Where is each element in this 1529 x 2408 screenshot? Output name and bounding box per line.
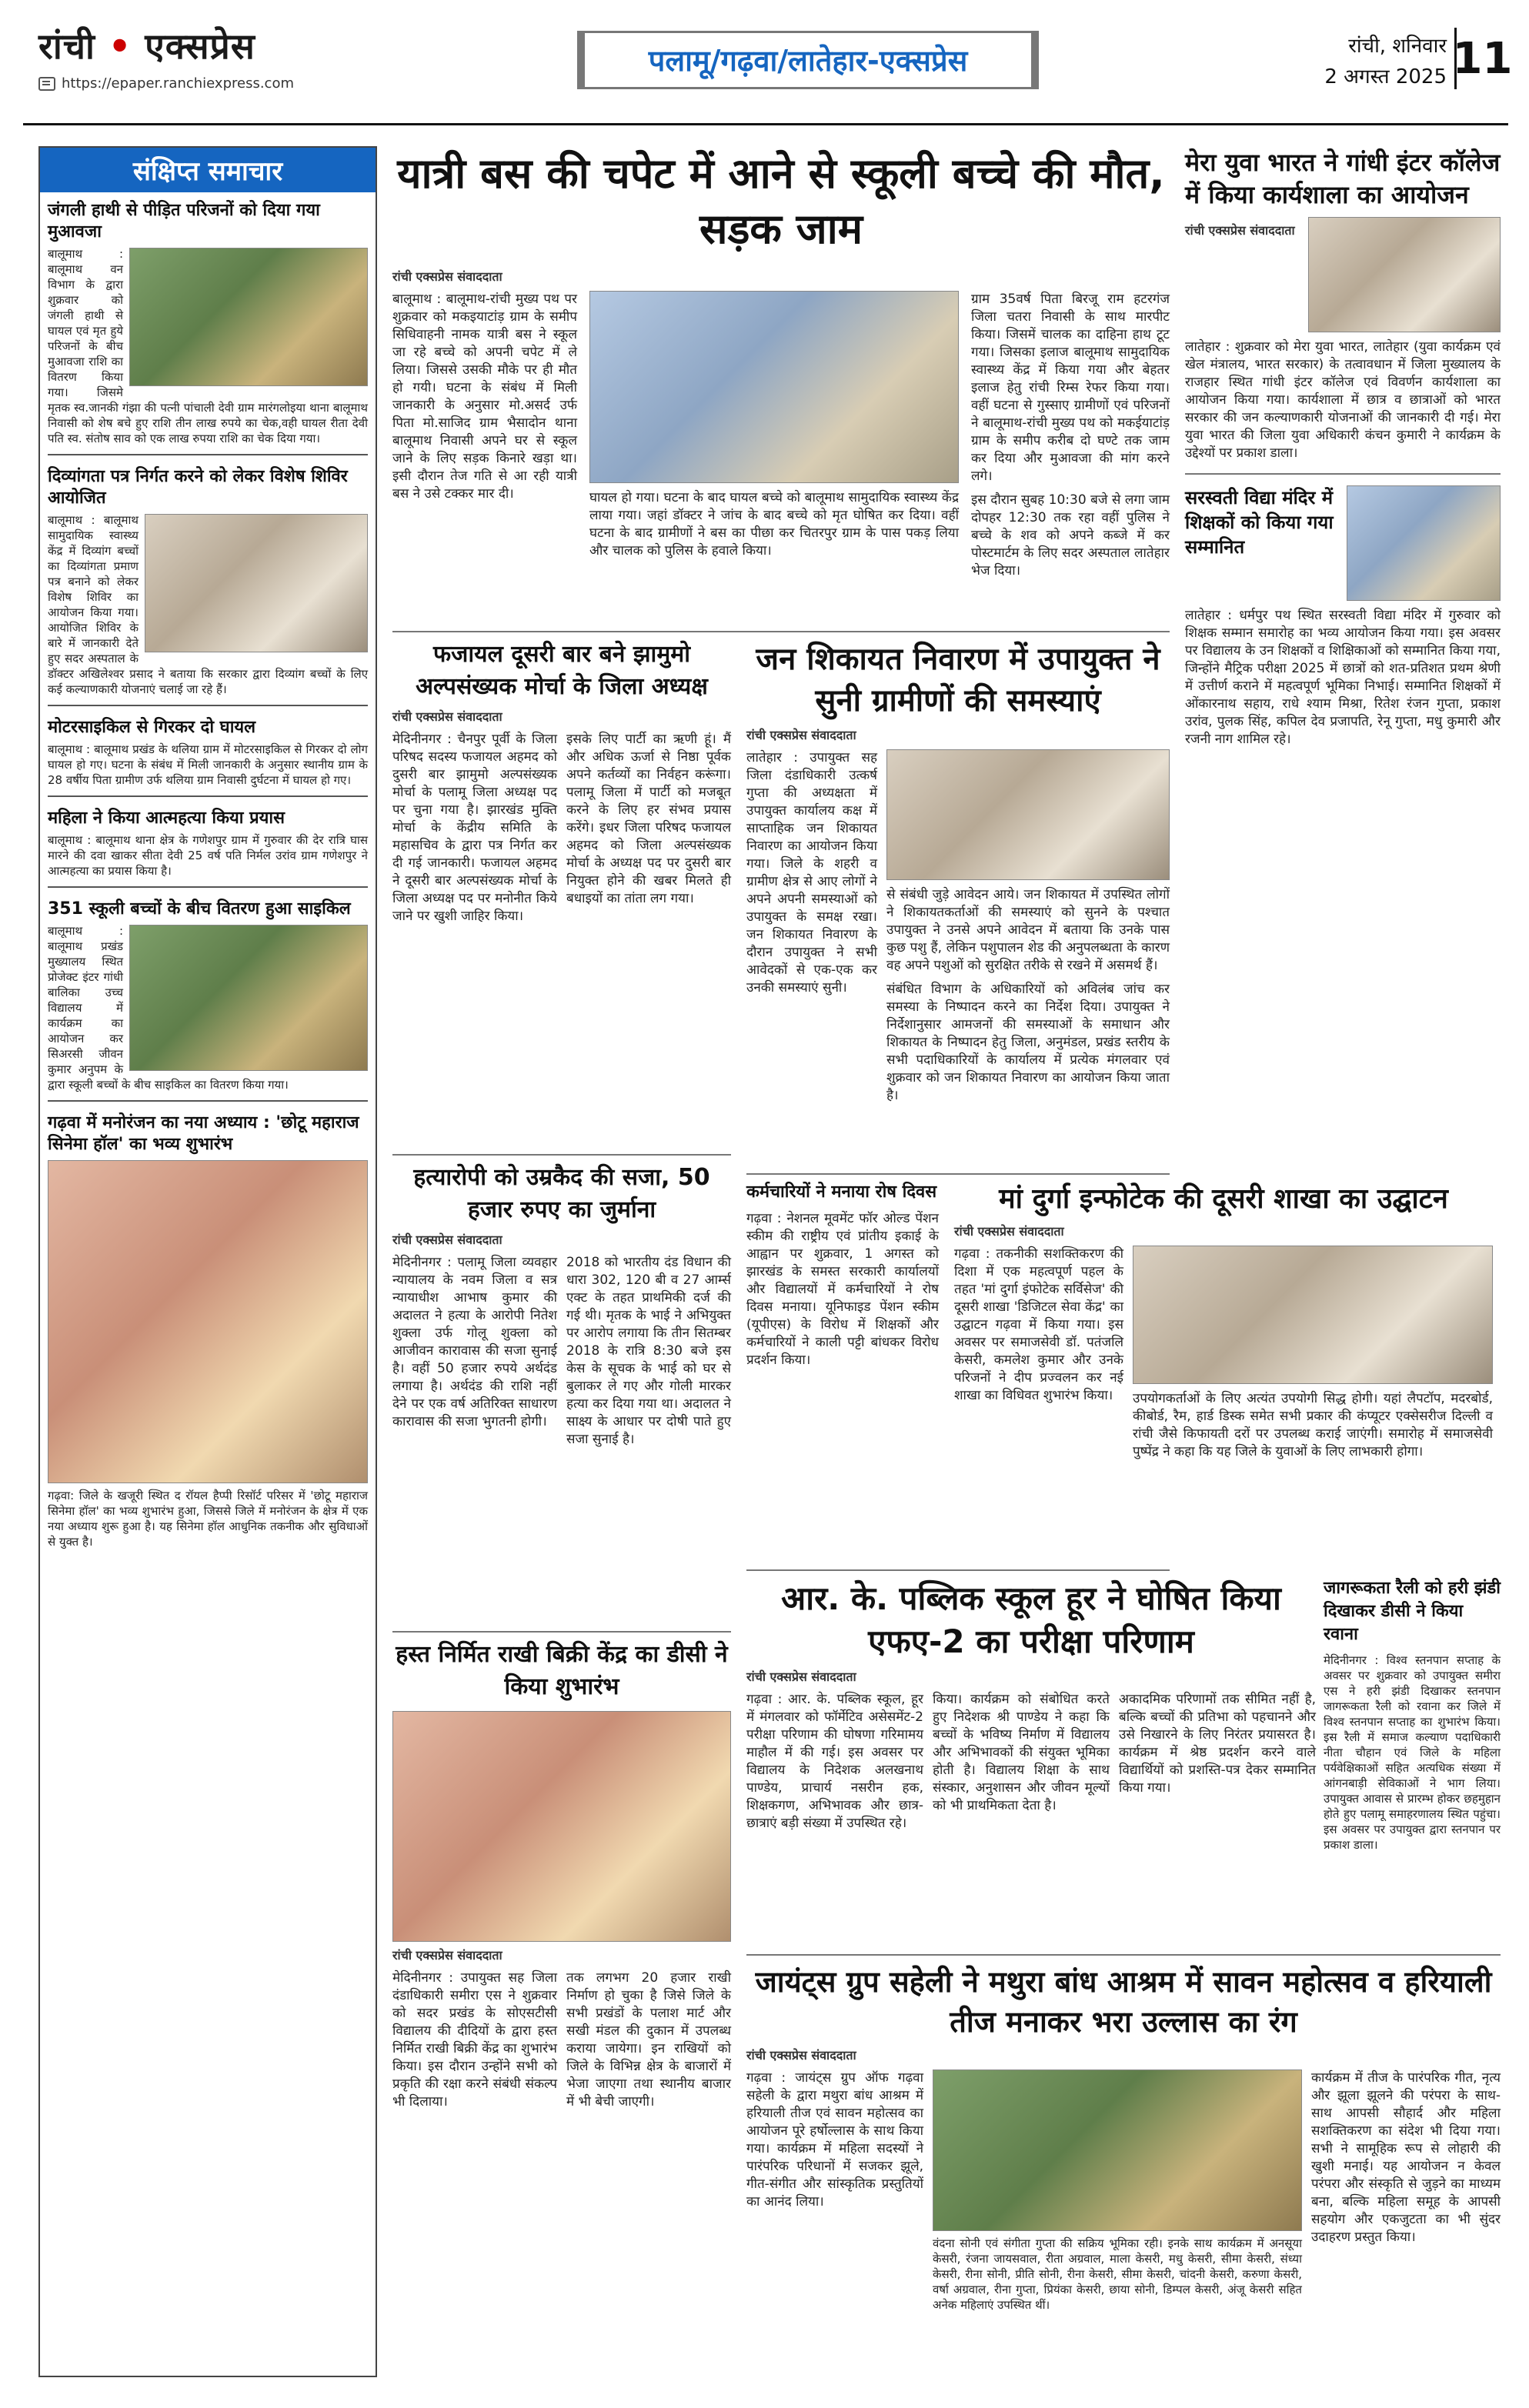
lead-col-4: इस दौरान सुबह 10:30 बजे से लगा जाम दोपहर 12:30 तक रहा वहीं पुलिस ने बच्चे के शव को अपने कब्जे में कर पोस्टमार्टम के लिए सदर अस्पताल लातेहार भेज दिया।	[971, 492, 1170, 579]
article-headline: हत्यारोपी को उम्रकैद की सजा, 50 हजार रुपए का जुर्माना	[413, 1164, 710, 1223]
brief-photo	[129, 925, 368, 1071]
lead-photo	[589, 291, 959, 483]
article-col-1: लातेहार : उपायुक्त सह जिला दंडाधिकारी उत्कर्ष गुप्ता की अध्यक्षता में उपायुक्त कार्यालय कक्ष में साप्ताहिक जन शिकायत निवारण का आयोजन किया गया। जिले के शहरी व ग्रामीण क्षेत्र से आए लोगों ने अपने अपनी समस्याओं को उपायुक्त के समक्ष रखा। जन शिकायत निवारण के दौरान उपायुक्त ने सभी आवेदकों से एक-एक कर उनकी समस्याएं सुनी।	[746, 750, 877, 996]
article-byline: रांची एक्सप्रेस संवाददाता	[392, 1948, 502, 1963]
masthead-rule	[23, 123, 1508, 125]
article-col-2: उपयोगकर्ताओं के लिए अत्यंत उपयोगी सिद्ध होगी। यहां लैपटॉप, मदरबोर्ड, कीबोर्ड, रैम, हार्ड डिस्क समेत सभी प्रकार की कंप्यूटर एक्सेसरीज दिल्ली व रांची जैसे किफायती दरों पर उपलब्ध कराई जाएंगी। समारोह में समाजसेवी पुष्पेंद्र ने कहा कि यह जिले के युवाओं के लिए लाभकारी होगा।	[1133, 1391, 1493, 1459]
article-headline: जागरूकता रैली को हरी झंडी दिखाकर डीसी ने किया रवाना	[1324, 1579, 1501, 1644]
article-body: लातेहार : शुक्रवार को मेरा युवा भारत, लातेहार (युवा कार्यक्रम एवं खेल मंत्रालय, भारत सरकार) के तत्वावधान में जिला मुख्यालय के राजहार स्थित गांधी इंटर कॉलेज एवं विवर्णन कार्यशाला का आयोजन किया गया। कार्यशाला में छात्र व छात्राओं को भारत सरकार की जन कल्याणकारी योजनाओं की जानकारी दी गई। मेरा युवा भारत की जिला युवा अधिकारी कंचन कुमारी ने कार्यक्रम के उद्देश्यों पर प्रकाश डाला।	[1185, 339, 1501, 461]
place-day: रांची, शनिवार	[1348, 35, 1447, 58]
article-body: लातेहार : धर्मपुर पथ स्थित सरस्वती विद्या मंदिर में गुरुवार को शिक्षक सम्मान समारोह का भव्य आयोजन किया गया। इस अवसर पर विद्यालय के उन शिक्षकों व शिक्षिकाओं को सम्मानित किया गया, जिन्होंने मैट्रिक परीक्षा 2025 में छात्रों को शत-प्रतिशत प्रथम श्रेणी में उत्तीर्ण कराने में महत्वपूर्ण भूमिका निभाई। सम्मानित शिक्षकों में ओंकारनाथ सहाय, राधे श्याम मिश्रा, रितेश रंजन गुप्ता, प्रकाश उरांव, पुलक सिंह, कपिल देव प्रजापति, रेनू गुप्ता, मधु कुमारी और रजनी नाग शामिल रहे।	[1185, 608, 1501, 747]
article-col-3: अकादमिक परिणामों तक सीमित नहीं है, बल्कि बच्चों की प्रतिभा को पहचानने और उसे निखारने के लिए निरंतर प्रयासरत है। कार्यक्रम में श्रेष्ठ प्रदर्शन करने वाले विद्यार्थियों को प्रशस्ति-पत्र देकर सम्मानित किया गया।	[1119, 1692, 1316, 1796]
article-byline: रांची एक्सप्रेस संवाददाता	[746, 2048, 856, 2063]
article-rally	[1324, 1577, 1501, 1853]
article-byline: रांची एक्सप्रेस संवाददाता	[392, 1232, 502, 1247]
article-rakhi	[392, 1639, 731, 2111]
brief-item	[48, 200, 368, 455]
article-headline: सरस्वती विद्या मंदिर में शिक्षकों को किया गया सम्मानित	[1185, 487, 1334, 558]
brief-text: बालूमाथ : बालूमाथ थाना क्षेत्र के गणेशपुर ग्राम में गुरुवार की देर रात्रि घास मारने की दवा खाकर सीता देवी 25 वर्ष पति निर्मल उरांव ग्राम गणेशपुर ने आत्महत्या का प्रयास किया है।	[48, 833, 368, 878]
brand-suffix: एक्सप्रेस	[145, 25, 255, 67]
article-headline: हस्त निर्मित राखी बिक्री केंद्र का डीसी ने किया शुभारंभ	[396, 1641, 728, 1700]
brief-headline: महिला ने किया आत्महत्या किया प्रयास	[48, 809, 285, 828]
article-col-1: गढ़वा : तकनीकी सशक्तिकरण की दिशा में एक महत्वपूर्ण पहल के तहत 'मां दुर्गा इंफोटेक सर्विसेज' की दूसरी शाखा 'डिजिटल सेवा केंद्र' का उद्घाटन गढ़वा में किया गया। इस अवसर पर समाजसेवी डॉ. पतंजलि केसरी, कमलेश कुमार और उनके परिजनों ने दीप प्रज्वलन कर नई शाखा का विधिवत शुभारंभ किया।	[954, 1246, 1123, 1403]
article-col-2: किया। कार्यक्रम को संबोधित करते हुए निदेशक श्री पाण्डेय ने कहा कि बच्चों के भविष्य निर्माण में विद्यालय और अभिभावकों की संयुक्त भूमिका होती है। विद्यालय शिक्षा के साथ संस्कार, अनुशासन और जीवन मूल्यों को भी प्राथमिकता देता है।	[933, 1692, 1110, 1813]
article-body: मेदिनीनगर : विश्व स्तनपान सप्ताह के अवसर पर शुक्रवार को उपायुक्त समीरा एस ने हरी झंडी दिखाकर स्तनपान जागरूकता रैली को रवाना कर जिले में विश्व स्तनपान सप्ताह का शुभारंभ किया। इस रैली में समाज कल्याण पदाधिकारी नीता चौहान एवं जिले के महिला पर्यवेक्षिकाओं सहित अत्यधिक संख्या में आंगनबाड़ी सेविकाओं ने भाग लिया। उपायुक्त आवास से प्रारम्भ होकर छहमुहान होते हुए पलामू समाहरणालय स्थित पहुंचा। इस अवसर पर उपायुक्त द्वारा स्तनपान पर प्रकाश डाला।	[1324, 1653, 1501, 1852]
brief-headline: गढ़वा में मनोरंजन का नया अध्याय : 'छोटू महाराज सिनेमा हॉल' का भव्य शुभारंभ	[48, 1113, 359, 1154]
brief-photo	[145, 514, 368, 652]
article-durga-infotech	[954, 1181, 1493, 1461]
lead-byline: रांची एक्सप्रेस संवाददाता	[392, 269, 502, 284]
article-col-2: तक लगभग 20 हजार राखी निर्माण हो चुका है जिसे जिले के सभी प्रखंडों के पलाश मार्ट और सखी मंडल की दुकान में उपलब्ध कराया जायेगा। इन राखियों को जिले के विभिन्न क्षेत्र के बाजारों में भेजा जाएगा तथा स्थानीय बाजार में भी बेची जाएगी।	[566, 1970, 731, 2110]
masthead	[23, 14, 1513, 98]
brief-text: बालूमाथ : बालूमाथ सामुदायिक स्वास्थ्य केंद्र में दिव्यांग बच्चों का दिव्यांगता प्रमाण पत्र बनाने को लेकर विशेष शिविर का आयोजन किया गया। आयोजित शिविर के बारे में जानकारी देते हुए सदर अस्पताल के डॉक्टर अखिलेश्वर प्रसाद ने बताया कि सरकार द्वारा दिव्यांग बच्चों के लिए कई कल्याणकारी योजनाएं चलाई जा रहे हैं।	[48, 513, 368, 696]
article-col-2: कार्यक्रम में तीज के पारंपरिक गीत, नृत्य और झूला झूलने की परंपरा के साथ-साथ आपसी सौहार्द और महिला सशक्तिकरण का संदेश भी दिया गया। सभी ने सामूहिक रूप से लोहारी की खुशी मनाई। यह आयोजन न केवल परंपरा और संस्कृति से जुड़ने का माध्यम बना, बल्कि महिला समूह के आपसी सहयोग और एकजुटता का भी सुंदर उदाहरण प्रस्तुत किया।	[1311, 2070, 1501, 2245]
article-headline: मेरा युवा भारत ने गांधी इंटर कॉलेज में किया कार्यशाला का आयोजन	[1185, 148, 1501, 209]
article-grievance	[746, 639, 1170, 1105]
brief-header: संक्षिप्त समाचार	[40, 148, 376, 192]
lead-col-1: बालूमाथ : बालूमाथ-रांची मुख्य पथ पर शुक्रवार को मकइयाटांड़ ग्राम के समीप सिधिवाहनी नामक यात्री बस ने स्कूल जा रहे बच्चे को अपनी चपेट में ले लिया। जिससे उसकी मौके पर ही मौत हो गयी। घटना के संबंध में मिली जानकारी के अनुसार मो.असर्द उर्फ पिता मो.साजिद ग्राम भैसादोन थाना बालूमाथ निवासी अपने घर से स्कूल जाने के लिए सड़क किनारे खड़ा था। इसी दौरान तेज गति से आ रही यात्री बस ने उसे टक्कर मार दी।	[392, 292, 577, 502]
brief-item	[48, 1112, 368, 1549]
divider	[48, 454, 368, 455]
issue-date: 2 अगस्त 2025	[1324, 65, 1447, 88]
lead-story	[392, 146, 1170, 580]
brief-photo	[129, 248, 368, 386]
article-rk-school	[746, 1577, 1316, 1833]
divider	[746, 1569, 1170, 1571]
brief-item	[48, 717, 368, 797]
brief-text: गढ़वा: जिले के खजूरी स्थित द रॉयल हैप्पी रिसॉर्ट परिसर में 'छोटू महाराज सिनेमा हॉल' का भव्य शुभारंभ हुआ, जिससे जिले में मनोरंजन के क्षेत्र में एक नया अध्याय शुरू हुआ है। यह सिनेमा हॉल आधुनिक तकनीक और सुविधाओं से युक्त है।	[48, 1489, 368, 1549]
divider	[746, 1173, 1170, 1175]
article-col-1: मेदिनीनगर : चैनपुर पूर्वी के जिला परिषद सदस्य फजायल अहमद को दुसरी बार झामुमो अल्पसंख्यक मोर्चा के पलामू जिला अध्यक्ष पद पर चुना गया है। झारखंड मुक्ति मोर्चा के केंद्रीय समिति के महासचिव के द्वारा पत्र निर्गत कर दी गई जानकारी। फजायल अहमद ने दूसरी बार अल्पसंख्यक मोर्चा के जिला अध्यक्ष पद पर मनोनीत किये जाने पर खुशी जाहिर किया।	[392, 732, 557, 924]
article-col-2: 2018 को भारतीय दंड विधान की धारा 302, 120 बी व 27 आर्म्स एक्ट के तहत प्राथमिकी दर्ज की गई थी। मृतक के भाई ने अभियुक्त पर आरोप लगाया कि तीन सितम्बर 2018 के रात्रि 8:30 बजे इस केस के सूचक के भाई को घर से बुलाकर ले गए और गोली मारकर हत्या कर दिया गया था। अदालत ने साक्ष्य के आधार पर दोषी पाते हुए सजा सुनाई है।	[566, 1255, 731, 1447]
brand-logo	[38, 22, 255, 69]
photo-caption: वंदना सोनी एवं संगीता गुप्ता की सक्रिय भूमिका रही। इनके साथ कार्यक्रम में अनसूया केसरी, रंजना जायसवाल, रीता अग्रवाल, माला केसरी, मधु केसरी, सीमा केसरी, संध्या केसरी, रीना सोनी, प्रीति सोनी, रीना केसरी, सीमा केसरी, चांदनी केसरी, करुणा केसरी, वर्षा अग्रवाल, रीना गुप्ता, प्रियंका केसरी, छाया सोनी, डिम्पल केसरी, अंजू केसरी सहित अनेक महिलाएं उपस्थित थीं।	[933, 2236, 1302, 2312]
epaper-url[interactable]: https://epaper.ranchiexpress.com	[62, 75, 295, 92]
right-column	[1185, 146, 1501, 749]
article-photo	[886, 749, 1170, 880]
brief-headline: 351 स्कूली बच्चों के बीच वितरण हुआ साइकिल	[48, 899, 351, 919]
article-photo	[1133, 1246, 1493, 1384]
article-headline: आर. के. पब्लिक स्कूल हूर ने घोषित किया एफए-2 का परीक्षा परिणाम	[781, 1579, 1281, 1660]
divider	[48, 795, 368, 797]
brief-headline: मोटरसाइकिल से गिरकर दो घायल	[48, 718, 256, 737]
lead-body	[392, 291, 1170, 580]
brief-item	[48, 466, 368, 706]
brief-text: बालूमाथ : बालूमाथ प्रखंड के थलिया ग्राम में मोटरसाइकिल से गिरकर दो लोग घायल हो गए। घटना के संबंध में मिली जानकारी के अनुसार स्थानीय ग्राम के 28 वर्षीय पिता ग्रामीण उर्फ थलिया ग्राम निवासी दुर्घटना में घायल हो गए।	[48, 742, 368, 787]
lead-headline: यात्री बस की चपेट में आने से स्कूली बच्चे की मौत, सड़क जाम	[397, 149, 1165, 253]
article-col-2: इसके लिए पार्टी का ऋणी हूं। मैं और अधिक ऊर्जा से निष्ठा पूर्वक अपने कर्तव्यों का निर्वहन करूंगा। पलामू जिला में पार्टी को मजबूत करने के लिए हर संभव प्रयास करेंगे। इधर जिला परिषद फजायल अहमद को जिला अल्पसंख्यक मोर्चा के अध्यक्ष पद पर दुसरी बार नियुक्त होने की खबर मिलते ही बधाइयों का तांता लग गया।	[566, 732, 731, 906]
article-byline: रांची एक्सप्रेस संवाददाता	[954, 1224, 1064, 1239]
lead-col-2: घायल हो गया। घटना के बाद घायल बच्चे को बालूमाथ सामुदायिक स्वास्थ्य केंद्र लाया गया। जहां डॉक्टर ने जांच के बाद बच्चे को मृत घोषित कर दिया। वहीं घटना के बाद ग्रामीणों ने बस का पीछा कर चितरपुर ग्राम के पास पकड़ लिया और चालक को पुलिस के हवाले किया।	[589, 490, 959, 559]
brief-headline: जंगली हाथी से पीड़ित परिजनों को दिया गया मुआवजा	[48, 201, 320, 242]
brief-news-column	[38, 146, 377, 2377]
divider	[392, 631, 1170, 632]
divider	[392, 1631, 731, 1633]
lead-col-3: ग्राम 35वर्ष पिता बिरजू राम हटरगंज जिला चतरा निवासी के साथ मारपीट किया। जिसमें चालक का दाहिना हाथ टूट गया। जिसका इलाज बालूमाथ सामुदायिक स्वास्थ्य केंद्र में किया गया और बेहतर इलाज हेतु रांची रिम्स रेफर किया गया। वहीं घटना से गुस्साए ग्रामीणों एवं परिजनों ने बालूमाथ-रांची मुख्य पथ को मकईयाटांड़ ग्राम के समीप करीब दो घण्टे तक जाम कर दिया और मुआवजा की मांग करने लगे।	[971, 292, 1170, 484]
brand-prefix: रांची	[38, 25, 95, 67]
browser-icon	[38, 77, 55, 91]
article-col-1: मेदिनीनगर : पलामू जिला व्यवहार न्यायालय के नवम जिला व सत्र न्यायाधीश आभाष कुमार की अदालत ने हत्या के आरोपी नितेश शुक्ला उर्फ गोलू शुक्ला को आजीवन कारावास की सजा सुनाई है। वहीं 50 हजार रुपये अर्थदंड लगाया है। अर्थदंड की राशि नहीं देने पर एक वर्ष अतिरिक्त साधारण कारावास की सजा भुगतनी होगी।	[392, 1255, 557, 1429]
article-col-1: गढ़वा : जायंट्स ग्रुप ऑफ गढ़वा सहेली के द्वारा मथुरा बांध आश्रम में हरियाली तीज एवं सावन महोत्सव का आयोजन पूरे हर्षोल्लास के साथ किया गया। कार्यक्रम में महिला सदस्यों ने पारंपरिक परिधानों में सजकर झूले, गीत-संगीत और सांस्कृतिक प्रस्तुतियों का आनंद लिया।	[746, 2070, 923, 2210]
article-col-2: से संबंधी जुड़े आवेदन आये। जन शिकायत में उपस्थित लोगों ने शिकायतकर्ताओं की समस्याएं को सुनने के पश्चात उपायुक्त ने उनसे अपने आवेदन में बताया कि उनके पास कुछ पशु हैं, लेकिन पशुपालन शेड की अनुपलब्धता के कारण वह अपने पशुओं को सुरक्षित तरीके से रखने में असमर्थ हैं।	[886, 887, 1170, 973]
divider	[48, 886, 368, 888]
article-photo	[1347, 485, 1501, 601]
brief-photo	[48, 1160, 368, 1483]
article-byline: रांची एक्सप्रेस संवाददाता	[746, 1669, 856, 1684]
dateline	[1254, 31, 1447, 92]
article-headline: मां दुर्गा इन्फोटेक की दूसरी शाखा का उद्घाटन	[999, 1183, 1448, 1215]
article-photo	[1308, 217, 1501, 332]
divider	[1185, 473, 1501, 475]
article-byline: रांची एक्सप्रेस संवाददाता	[746, 728, 856, 742]
brief-headline: दिव्यांगता पत्र निर्गत करने को लेकर विशेष शिविर आयोजित	[48, 467, 348, 508]
article-byline: रांची एक्सप्रेस संवाददाता	[392, 709, 502, 724]
brief-item	[48, 899, 368, 1102]
epaper-url-row	[38, 75, 294, 92]
divider	[48, 705, 368, 706]
article-photo	[933, 2069, 1302, 2231]
page-number: 11	[1454, 28, 1508, 89]
edition-title: पलामू/गढ़वा/लातेहार-एक्सप्रेस	[577, 31, 1039, 89]
article-headline: फजायल दूसरी बार बने झामुमो अल्पसंख्यक मोर्चा के जिला अध्यक्ष	[416, 641, 708, 700]
divider	[746, 1954, 1501, 1956]
article-photo	[392, 1711, 731, 1942]
article-col-1: मेदिनीनगर : उपायुक्त सह जिला दंडाधिकारी समीरा एस ने शुक्रवार को सदर प्रखंड के सोएसटीसी विद्यालय की दीदियों के द्वारा हस्त निर्मित राखी बिक्री केंद्र का शुभारंभ किया। इस दौरान उन्होंने सभी को प्रकृति की रक्षा करने संबंधी संकल्प भी दिलाया।	[392, 1970, 557, 2110]
divider	[48, 1100, 368, 1102]
brief-text: बालूमाथ : बालूमाथ प्रखंड मुख्यालय स्थित प्रोजेक्ट इंटर गांधी बालिका उच्च विद्यालय में कार्यक्रम का आयोजन कर सिअरसी जीवन कुमार अनुपम के द्वारा स्कूली बच्चों के बीच साइकिल का वितरण किया गया।	[48, 924, 289, 1092]
brief-text: बालूमाथ : बालूमाथ वन विभाग के द्वारा शुक्रवार को जंगली हाथी से घायल एवं मृत हुये परिजनों के बीच मुआवजा राशि का वितरण किया गया। जिसमे मृतक स्व.जानकी गंझा की पत्नी पांचाली देवी ग्राम मारंगलोइया थाना बालूमाथ निवासी को शेष बचे हुए राशि तीन लाख रुपये का चेक,वही घायल रीता देवी पति स्व. संतोष साव को एक लाख रुपया राशि का चेक दिया गया।	[48, 247, 368, 445]
article-rosh	[746, 1181, 939, 1369]
article-life-sentence	[392, 1162, 731, 1449]
article-body: गढ़वा : नेशनल मूवमेंट फॉर ओल्ड पेंशन स्कीम की राष्ट्रीय एवं प्रांतीय इकाई के आह्वान पर शुक्रवार, 1 अगस्त को झारखंड के समस्त सरकारी कार्यालयों और विद्यालयों में कर्मचारियों ने रोष दिवस मनाया। यूनिफाइड पेंशन स्कीम (यूपीएस) के विरोध में शिक्षकों और कर्मचारियों ने काली पट्टी बांधकर विरोध प्रदर्शन किया।	[746, 1211, 939, 1368]
article-headline: कर्मचारियों ने मनाया रोष दिवस	[746, 1182, 937, 1202]
divider	[392, 1154, 731, 1156]
article-col-1: गढ़वा : आर. के. पब्लिक स्कूल, हूर में मंगलवार को फॉर्मेटिव असेसमेंट-2 परीक्षा परिणाम की घोषणा गरिमामय माहौल में की गई। इस अवसर पर विद्यालय के निदेशक अलखनाथ पाण्डेय, प्राचार्य नसरीन हक, शिक्षकगण, अभिभावक और छात्र-छात्राएं बड़ी संख्या में उपस्थित रहे।	[746, 1692, 923, 1831]
brand-dot: •	[108, 25, 132, 67]
article-headline: जायंट्स ग्रुप सहेली ने मथुरा बांध आश्रम में सावन महोत्सव व हरियाली तीज मनाकर भरा उल्लास का रंग	[755, 1965, 1492, 2039]
article-col-3: संबंधित विभाग के अधिकारियों को अविलंब जांच कर समस्या के निष्पादन करने का निर्देश दिया। उपायुक्त ने निर्देशानुसार आमजनों की समस्याओं के समाधान और शिकायत के निष्पादन हेतु जिला, अनुमंडल, प्रखंड स्तरीय के सभी पदाधिकारियों के कार्यालय में प्रत्येक मंगलवार एवं शुक्रवार को जन शिकायत निवारण का आयोजन किया जाता है।	[886, 982, 1170, 1103]
article-giants-saheli	[746, 1962, 1501, 2313]
brief-item	[48, 808, 368, 888]
article-byline: रांची एक्सप्रेस संवाददाता	[1185, 223, 1295, 238]
article-headline: जन शिकायत निवारण में उपायुक्त ने सुनी ग्रामीणों की समस्याएं	[756, 642, 1160, 719]
article-fazayal	[392, 639, 731, 926]
